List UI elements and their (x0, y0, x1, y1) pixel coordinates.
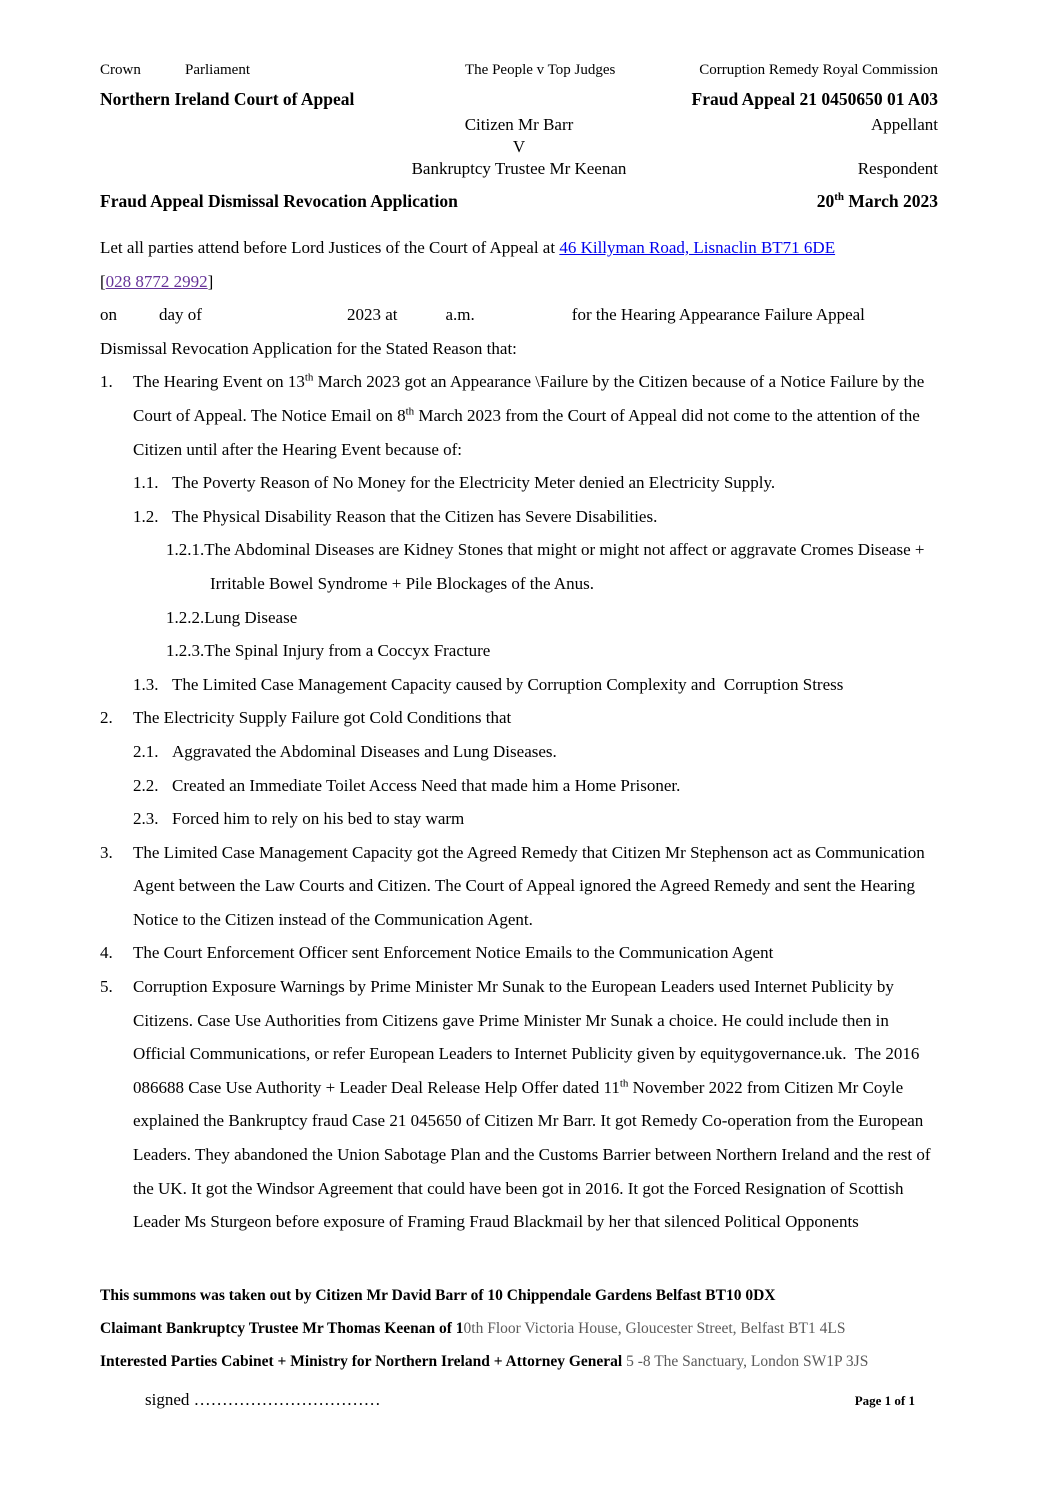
list-item-1-2-1 (166, 533, 938, 600)
list-item-text (172, 802, 938, 836)
document-body (100, 231, 938, 1239)
document-date-ordinal: th (834, 191, 845, 204)
court-name: Northern Ireland Court of Appeal (100, 89, 355, 109)
claimant-label: Claimant Bankruptcy Trustee Mr Thomas Keenan of 1 (100, 1320, 464, 1337)
document-content (100, 0, 938, 1239)
list-marker: 2.3. (133, 809, 159, 829)
label-corruption-remedy-commission: Corruption Remedy Royal Commission (699, 62, 938, 78)
list-item-text (172, 735, 938, 769)
signature-line: signed …………………………… (145, 1390, 381, 1409)
phone-bracket-open: [ (100, 271, 106, 291)
list-item-text (133, 936, 938, 970)
item1-seg3: March 2023 from the Court of Appeal did not come to the attention of the Citizen until after the Hearing Event because of: (133, 405, 925, 459)
item1-sup1: th (304, 371, 314, 384)
list-marker: 1.2.2. (166, 607, 205, 627)
document-date-day: 20 (816, 191, 835, 211)
schedule-purpose: for the Hearing Appearance Failure Appeal (571, 305, 865, 325)
claimant-address: 0th Floor Victoria House, Gloucester Street, Belfast BT1 4LS (463, 1320, 846, 1337)
appellant-name: Citizen Mr Barr (464, 115, 574, 134)
document-date-month-year: March 2023 (844, 191, 938, 211)
label-parliament: Parliament (185, 62, 250, 78)
list-item-2 (100, 701, 938, 735)
list-item-text (133, 836, 938, 937)
footer-line-claimant (100, 1312, 938, 1345)
list-marker: 1.3. (133, 674, 159, 694)
list-item-1-1 (133, 466, 938, 500)
list-item-2-1 (133, 735, 938, 769)
item2-2-text: Created an Immediate Toilet Access Need that made him a Home Prisoner. (172, 775, 681, 795)
versus-label: V (512, 137, 526, 156)
list-marker: 2.1. (133, 741, 159, 761)
list-marker: 3. (100, 842, 113, 862)
list-item-text (172, 500, 938, 534)
list-marker: 5. (100, 977, 113, 997)
phone-bracket-close: ] (207, 271, 214, 291)
respondent-name: Bankruptcy Trustee Mr Keenan (411, 159, 627, 178)
document-title: Fraud Appeal Dismissal Revocation Application (100, 191, 458, 211)
item5-sup1: th (619, 1077, 629, 1090)
label-people-v-top-judges: The People v Top Judges (465, 62, 616, 78)
item4-text: The Court Enforcement Officer sent Enforcement Notice Emails to the Communication Agent (133, 943, 774, 963)
attend-text: Let all parties attend before Lord Justices of the Court of Appeal at (100, 238, 560, 257)
stated-reason-text: Dismissal Revocation Application for the Stated Reason that: (100, 338, 517, 358)
list-marker: 1. (100, 372, 113, 392)
item1-1-text: The Poverty Reason of No Money for the Electricity Meter denied an Electricity Supply. (172, 473, 776, 493)
list-item-2-3 (133, 802, 938, 836)
item1-2-2-text: Lung Disease (204, 607, 298, 627)
address-link[interactable]: 46 Killyman Road, Lisnaclin BT71 6DE (559, 238, 836, 257)
footer-line-interested-parties (100, 1345, 938, 1378)
list-item-text (133, 701, 938, 735)
list-item-text (172, 466, 938, 500)
list-item-3 (100, 836, 938, 937)
list-item-1-3 (133, 668, 938, 702)
document-title-row (100, 191, 938, 217)
item2-3-text: Forced him to rely on his bed to stay warm (172, 809, 465, 829)
interested-parties-label: Interested Parties Cabinet + Ministry for Northern Ireland + Attorney General (100, 1353, 623, 1370)
document-date (817, 191, 938, 212)
summons-footer (100, 1279, 938, 1378)
item1-2-1-text: The Abdominal Diseases are Kidney Stones that might or might not affect or aggravate Cromes Disease + Irritable Bowel Syndrome + Pile Blockages of the Anus. (204, 540, 929, 593)
list-item-1-2-3 (166, 634, 938, 668)
list-marker: 1.2. (133, 506, 159, 526)
list-item-1-2 (133, 500, 938, 534)
schedule-day-of: day of (159, 305, 202, 325)
item2-text: The Electricity Supply Failure got Cold Conditions that (133, 708, 512, 728)
item3-text: The Limited Case Management Capacity got the Agreed Remedy that Citizen Mr Stephenson act as Communication Agent between the Law Courts and Citizen. The Court of Appeal ignored the Agreed Remedy and sent the Hearing Notice to the Citizen instead of the Communication Agent. (133, 842, 929, 929)
item1-sup2: th (405, 405, 415, 418)
list-item-text (133, 365, 938, 466)
interested-parties-address: 5 -8 The Sanctuary, London SW1P 3JS (622, 1353, 869, 1370)
list-item-text (133, 970, 938, 1239)
stated-reason-line (100, 332, 938, 366)
list-item-text (172, 668, 938, 702)
list-item-5 (100, 970, 938, 1239)
list-marker: 1.1. (133, 473, 159, 493)
item2-1-text: Aggravated the Abdominal Diseases and Lung Diseases. (172, 741, 557, 761)
phone-link[interactable]: 028 8772 2992 (105, 271, 208, 291)
label-crown: Crown (100, 62, 141, 78)
versus-row (100, 137, 938, 159)
list-marker: 4. (100, 943, 113, 963)
footer-line-summons (100, 1279, 938, 1312)
appellant-role-label: Appellant (870, 115, 938, 134)
item5-seg2: November 2022 from Citizen Mr Coyle explained the Bankruptcy fraud Case 21 045650 of Citizen Mr Barr. It got Remedy Co-operation from the European Leaders. They abandoned the Union Sabotage Plan and the Customs Barrier between Northern Ireland and the rest of the UK. It got the Windsor Agreement that could have been got in 2016. It got the Forced Resignation of Scottish Leader Ms Sturgeon before exposure of Framing Fraud Blackmail by her that silenced Political Opponents (133, 1077, 935, 1232)
signature-row (100, 1390, 938, 1410)
party-respondent-row (100, 159, 938, 185)
list-item-text (172, 769, 938, 803)
respondent-role-label: Respondent (857, 159, 938, 178)
schedule-am: a.m. (445, 305, 475, 325)
item1-seg2: March 2023 got an Appearance \Failure by the Citizen because of a Notice Failure by the Court of Appeal. The Notice Email on 8 (133, 372, 929, 425)
list-marker: 2.2. (133, 775, 159, 795)
page-number-label: Page 1 of 1 (854, 1393, 915, 1408)
header-jurisdiction-row (100, 62, 938, 89)
header-court-row (100, 89, 938, 115)
party-appellant-row (100, 115, 938, 137)
phone-line (100, 265, 938, 299)
list-item-4 (100, 936, 938, 970)
item1-2-text: The Physical Disability Reason that the Citizen has Severe Disabilities. (172, 506, 658, 526)
item5-seg1: Corruption Exposure Warnings by Prime Minister Mr Sunak to the European Leaders used Internet Publicity by Citizens. Case Use Authorities from Citizens gave Prime Minister Mr Sunak a choice. He could include then in Official Communications, or refer European Leaders to Internet Publicity given by equitygovernance.uk. The 2016 086688 Case Use Authority + Leader Deal Release Help Offer dated 11 (133, 977, 924, 1097)
list-marker: 2. (100, 708, 113, 728)
schedule-line (100, 298, 938, 332)
list-marker: 1.2.3. (166, 641, 205, 661)
list-item-1 (100, 365, 938, 466)
list-marker: 1.2.1. (166, 540, 205, 560)
schedule-year-at: 2023 at (346, 305, 398, 325)
schedule-on: on (100, 305, 117, 325)
item1-seg1: The Hearing Event on 13 (133, 372, 305, 392)
summons-taken-out-text: This summons was taken out by Citizen Mr David Barr of 10 Chippendale Gardens Belfast BT10 0DX (100, 1287, 776, 1304)
case-reference: Fraud Appeal 21 0450650 01 A03 (691, 89, 938, 109)
list-item-2-2 (133, 769, 938, 803)
list-item-1-2-2 (166, 601, 938, 635)
attend-line (100, 231, 938, 265)
item1-2-3-text: The Spinal Injury from a Coccyx Fracture (204, 641, 491, 661)
item1-3-text: The Limited Case Management Capacity caused by Corruption Complexity and Corruption Stress (172, 674, 844, 694)
